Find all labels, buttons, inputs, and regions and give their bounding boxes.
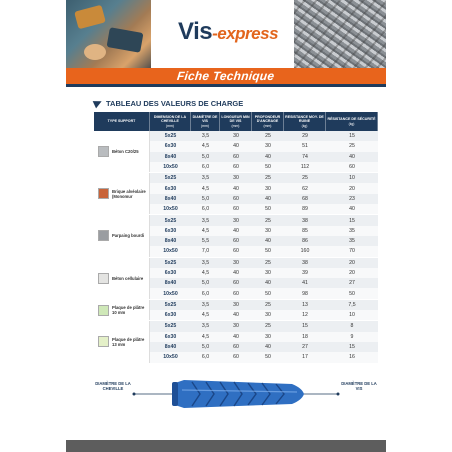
table-cell: 15: [349, 133, 355, 140]
table-cell: 3,5: [201, 323, 210, 330]
table-cell: 5,5: [201, 238, 210, 245]
column-header-unit: (kg): [348, 121, 355, 126]
table-cell: 5x25: [164, 133, 177, 140]
column-header-label: PROFONDEUR D'ANCRAGE: [254, 115, 281, 124]
table-cell: 30: [233, 301, 239, 308]
table-cell: 89: [302, 206, 308, 213]
table-cell: 30: [265, 312, 271, 319]
table-cell: 30: [233, 133, 239, 140]
table-cell: 62: [302, 185, 308, 192]
table-cell: 10x50: [163, 164, 178, 171]
material-swatch-icon: [98, 305, 109, 316]
dowel-illustration: [132, 372, 340, 416]
column-header: [94, 112, 150, 131]
table-row: [150, 258, 378, 268]
column-header: [191, 112, 220, 131]
column-header: [326, 112, 378, 131]
table-cell: 50: [349, 290, 355, 297]
table-cell: 35: [349, 238, 355, 245]
table-cell: 60: [233, 344, 239, 351]
table-cell: 5x25: [164, 175, 177, 182]
logo-main-text: Vis: [178, 18, 213, 45]
support-type-name: Plaque de plâtre 10 mm: [112, 305, 145, 316]
table-cell: 9: [350, 333, 354, 340]
table-cell: 3,5: [201, 301, 210, 308]
table-cell: 25: [265, 175, 271, 182]
table-cell: 10x50: [163, 354, 178, 361]
table-cell: 4,5: [201, 312, 210, 319]
table-cell: 40: [233, 227, 239, 234]
column-header-label: DIMENSION DE LA CHEVILLE: [153, 115, 187, 124]
table-cell: 4,5: [201, 333, 210, 340]
table-cell: 86: [302, 238, 308, 245]
table-row: [150, 236, 378, 246]
table-row: [150, 162, 378, 172]
table-cell: 18: [302, 333, 308, 340]
table-cell: 13: [302, 301, 308, 308]
table-row: [150, 226, 378, 236]
table-cell: 5,0: [201, 195, 210, 202]
table-row: [150, 131, 378, 141]
table-cell: 60: [233, 248, 239, 255]
table-row: [150, 173, 378, 183]
table-cell: 20: [349, 259, 355, 266]
table-cell: 12: [302, 312, 308, 319]
support-type-cell: [94, 321, 150, 362]
table-cell: 6,0: [201, 354, 210, 361]
table-cell: 4,5: [201, 270, 210, 276]
table-cell: 40: [265, 344, 271, 351]
table-cell: 40: [349, 206, 355, 213]
support-group: [94, 215, 378, 257]
table-cell: 85: [302, 227, 308, 234]
table-cell: 60: [233, 290, 239, 297]
table-cell: 10x50: [163, 290, 178, 297]
table-cell: 25: [265, 259, 271, 266]
table-row: [150, 152, 378, 162]
table-cell: 50: [265, 164, 271, 171]
table-cell: 40: [233, 143, 239, 150]
table-cell: 40: [265, 238, 271, 245]
table-row: [150, 204, 378, 214]
table-cell: 60: [233, 195, 239, 202]
table-cell: 7,5: [348, 301, 356, 308]
table-cell: 15: [302, 323, 308, 330]
table-cell: 50: [265, 354, 271, 361]
table-row: [150, 332, 378, 342]
table-cell: 25: [265, 133, 271, 140]
table-cell: 20: [349, 185, 355, 192]
load-values-table: [94, 112, 378, 364]
table-cell: 8x40: [164, 344, 177, 351]
table-cell: 3,5: [201, 259, 210, 266]
table-cell: 30: [265, 143, 271, 150]
table-cell: 6,0: [201, 206, 210, 213]
table-cell: 6,0: [201, 290, 210, 297]
table-cell: 60: [233, 280, 239, 287]
column-header-label: RÉSISTANCE DE SÉCURITÉ: [327, 117, 376, 122]
arrow-icon: [93, 98, 104, 109]
table-cell: 5x25: [164, 323, 177, 330]
table-cell: 10x50: [163, 206, 178, 213]
table-cell: 60: [349, 164, 355, 171]
table-cell: 15: [349, 217, 355, 224]
support-type-cell: [94, 173, 150, 214]
support-type-cell: [94, 215, 150, 256]
support-type-name: Plaque de plâtre 13 mm: [112, 336, 145, 347]
table-row: [150, 352, 378, 362]
table-header: [94, 112, 378, 131]
table-cell: 40: [233, 185, 239, 192]
table-cell: 8x40: [164, 195, 177, 202]
table-cell: 160: [300, 248, 310, 255]
table-cell: 25: [265, 217, 271, 224]
table-cell: 41: [302, 280, 308, 287]
tools-photo: [66, 0, 151, 70]
table-cell: 30: [233, 323, 239, 330]
table-row: [150, 342, 378, 352]
support-group: [94, 173, 378, 215]
table-row: [150, 268, 378, 278]
table-cell: 40: [349, 153, 355, 160]
table-cell: 6x30: [164, 333, 177, 340]
band-divider: [66, 84, 386, 87]
table-cell: 3,5: [201, 217, 210, 224]
column-header-label: DIAMÈTRE DE VIS: [192, 115, 218, 124]
table-cell: 112: [300, 164, 310, 171]
table-cell: 68: [302, 195, 308, 202]
table-cell: 27: [302, 344, 308, 351]
table-row: [150, 278, 378, 288]
dowel-diameter-label: DIAMÈTRE DE LA CHEVILLE: [95, 381, 131, 391]
table-row: [150, 215, 378, 225]
table-cell: 17: [302, 354, 308, 361]
table-cell: 51: [302, 143, 308, 150]
column-header-unit: (mm): [166, 123, 174, 128]
table-row: [150, 300, 378, 310]
table-cell: 25: [265, 301, 271, 308]
table-cell: 6x30: [164, 143, 177, 150]
table-cell: 60: [233, 153, 239, 160]
support-type-cell: [94, 300, 150, 321]
table-cell: 30: [265, 270, 271, 276]
support-type-name: Béton C20/25: [112, 149, 139, 155]
table-cell: 6x30: [164, 227, 177, 234]
column-header-unit: (kg): [301, 123, 308, 128]
table-cell: 40: [233, 270, 239, 276]
table-body: [94, 131, 378, 364]
title-band: [66, 68, 386, 84]
table-cell: 8x40: [164, 280, 177, 287]
support-type-cell: [94, 258, 150, 299]
table-cell: 30: [265, 185, 271, 192]
table-cell: 10: [349, 312, 355, 319]
table-cell: 4,5: [201, 227, 210, 234]
footer-bar: [66, 440, 386, 452]
table-row: [150, 194, 378, 204]
table-cell: 30: [233, 217, 239, 224]
support-group: [94, 300, 378, 322]
technical-sheet-page: [66, 0, 386, 452]
table-cell: 10: [349, 175, 355, 182]
table-cell: 25: [349, 143, 355, 150]
column-header-unit: (mm): [231, 123, 240, 128]
table-cell: 23: [349, 195, 355, 202]
table-cell: 27: [349, 280, 355, 287]
table-cell: 25: [302, 175, 308, 182]
support-type-name: Béton cellulaire: [112, 275, 144, 281]
table-cell: 5,0: [201, 153, 210, 160]
table-cell: 7,0: [201, 248, 210, 255]
table-cell: 38: [302, 259, 308, 266]
material-swatch-icon: [98, 273, 109, 284]
table-cell: 40: [233, 312, 239, 319]
support-group: [94, 258, 378, 300]
column-header-unit: (mm): [201, 123, 209, 128]
column-header-label: TYPE SUPPORT: [107, 119, 136, 124]
table-cell: 60: [233, 164, 239, 171]
column-header-label: LONGUEUR MIN DE VIS: [221, 115, 250, 124]
table-cell: 15: [349, 344, 355, 351]
table-cell: 30: [233, 259, 239, 266]
table-cell: 8x40: [164, 153, 177, 160]
table-cell: 35: [349, 227, 355, 234]
table-cell: 6x30: [164, 312, 177, 319]
section-header: [94, 98, 243, 108]
material-swatch-icon: [98, 230, 109, 241]
support-group: [94, 321, 378, 363]
screws-photo: [294, 0, 386, 70]
table-cell: 39: [302, 270, 308, 276]
table-cell: 6x30: [164, 185, 177, 192]
table-cell: 3,5: [201, 175, 210, 182]
table-cell: 5,0: [201, 280, 210, 287]
screw-diameter-label: DIAMÈTRE DE LA VIS: [341, 381, 377, 391]
support-type-cell: [94, 131, 150, 172]
table-cell: 5x25: [164, 259, 177, 266]
header: [66, 0, 386, 70]
support-group: [94, 131, 378, 173]
table-cell: 30: [233, 175, 239, 182]
support-type-name: Brique alvéolaire (Monomur: [112, 188, 146, 199]
table-cell: 4,5: [201, 185, 210, 192]
table-cell: 8: [350, 323, 354, 330]
table-cell: 20: [349, 270, 355, 276]
table-cell: 40: [233, 333, 239, 340]
material-swatch-icon: [98, 188, 109, 199]
table-cell: 30: [265, 333, 271, 340]
support-type-name: Parpaing bourdi: [112, 233, 145, 239]
table-cell: 98: [302, 290, 308, 297]
table-cell: 50: [265, 206, 271, 213]
table-cell: 5x25: [164, 217, 177, 224]
table-cell: 16: [349, 354, 355, 361]
band-title: Fiche Technique: [176, 69, 276, 83]
column-header-unit: (mm): [263, 123, 272, 128]
table-row: [150, 141, 378, 151]
table-row: [150, 183, 378, 193]
section-title: TABLEAU DES VALEURS DE CHARGE: [106, 98, 244, 108]
table-cell: 50: [265, 248, 271, 255]
column-header: [220, 112, 252, 131]
table-cell: 10x50: [163, 248, 178, 255]
table-cell: 5,0: [201, 344, 210, 351]
table-cell: 60: [233, 238, 239, 245]
dowel-diagram: [94, 372, 378, 416]
table-cell: 6,0: [201, 164, 210, 171]
table-cell: 40: [265, 280, 271, 287]
table-cell: 30: [265, 227, 271, 234]
column-header-label: RESISTANCE MOY. DE RUINE: [285, 115, 324, 124]
table-row: [150, 310, 378, 320]
column-header: [150, 112, 191, 131]
table-cell: 74: [302, 153, 308, 160]
table-cell: 40: [265, 153, 271, 160]
logo-sub-text: -express: [212, 24, 279, 43]
material-swatch-icon: [98, 146, 109, 157]
column-header: [252, 112, 284, 131]
table-cell: 25: [265, 323, 271, 330]
table-cell: 50: [265, 290, 271, 297]
material-swatch-icon: [98, 336, 109, 347]
table-cell: 6x30: [164, 270, 177, 276]
table-cell: 38: [302, 217, 308, 224]
table-cell: 5x25: [164, 301, 177, 308]
table-row: [150, 321, 378, 331]
table-cell: 60: [233, 206, 239, 213]
table-cell: 3,5: [201, 133, 210, 140]
table-cell: 40: [265, 195, 271, 202]
table-cell: 70: [349, 248, 355, 255]
column-header: [284, 112, 326, 131]
table-row: [150, 288, 378, 298]
table-cell: 29: [302, 133, 308, 140]
table-row: [150, 246, 378, 256]
table-cell: 8x40: [164, 238, 177, 245]
brand-logo: [178, 18, 288, 48]
table-cell: 60: [233, 354, 239, 361]
table-cell: 4,5: [201, 143, 210, 150]
